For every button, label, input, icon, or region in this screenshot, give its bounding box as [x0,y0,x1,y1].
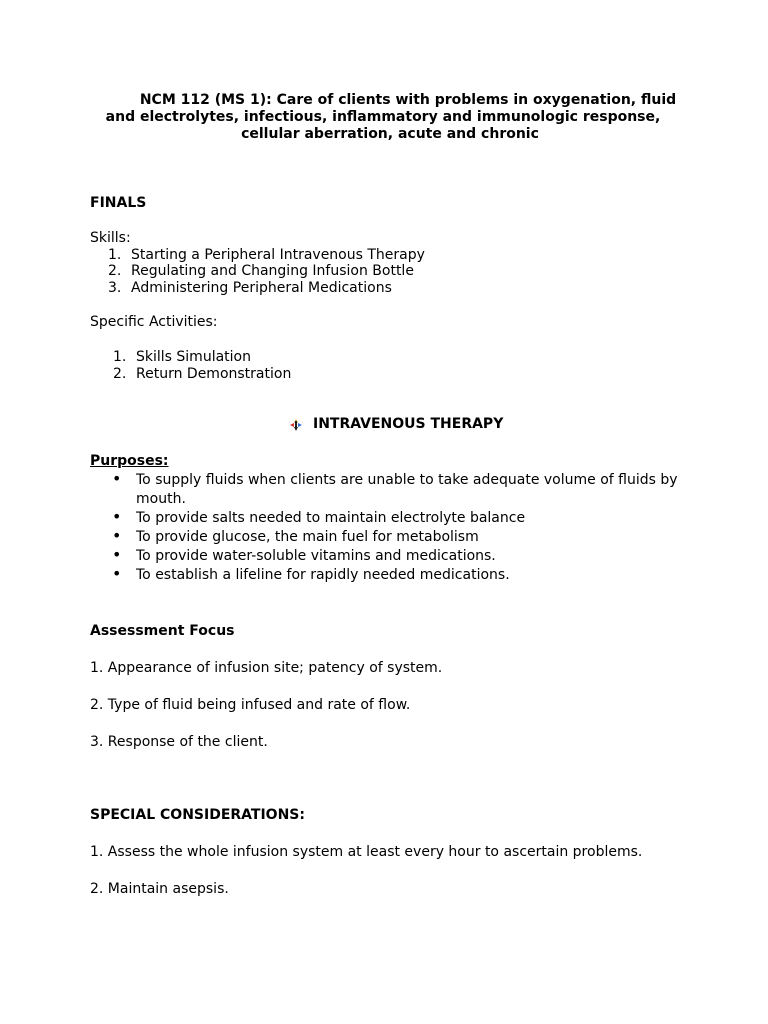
activities-item-text: Return Demonstration [136,366,292,382]
skills-item-number: 1. [108,247,122,263]
skills-item-number: 2. [108,263,122,279]
purpose-text: To establish a lifeline for rapidly needed medications. [136,567,510,583]
purpose-text: To provide water-soluble vitamins and medications. [136,548,496,564]
purpose-text: To supply fluids when clients are unable to take adequate volume of fluids by mouth. [136,472,678,507]
assessment-item: 3. Response of the client. [90,734,268,750]
special-consideration-item: 2. Maintain asepsis. [90,881,229,897]
bullet-icon: • [112,526,122,545]
iv-therapy-heading: INTRAVENOUS THERAPY [313,416,504,432]
title-line-2: and electrolytes, infectious, inflammatory and immunologic response, [105,109,661,125]
assessment-heading: Assessment Focus [90,623,235,639]
bullet-icon: • [112,507,122,526]
skills-item-text: Starting a Peripheral Intravenous Therapy [131,247,425,263]
purpose-text: To provide salts needed to maintain electrolyte balance [136,510,526,526]
bullet-icon: • [112,545,122,564]
assessment-item: 2. Type of fluid being infused and rate of flow. [90,697,411,713]
special-considerations-heading: SPECIAL CONSIDERATIONS: [90,807,305,823]
purposes-heading: Purposes: [90,453,169,469]
assessment-item: 1. Appearance of infusion site; patency of system. [90,660,443,676]
bullet-icon: • [112,564,122,583]
skills-label: Skills: [90,230,131,246]
activities-label: Specific Activities: [90,314,218,330]
skills-item-text: Regulating and Changing Infusion Bottle [131,263,414,279]
title-line-1: NCM 112 (MS 1): Care of clients with problems in oxygenation, fluid [139,92,677,108]
four-color-arrow-bullet-icon [289,418,303,432]
bullet-icon: • [112,469,122,488]
title-line-3: cellular aberration, acute and chronic [241,126,539,142]
special-consideration-item: 1. Assess the whole infusion system at least every hour to ascertain problems. [90,844,643,860]
skills-item-text: Administering Peripheral Medications [131,280,392,296]
document-title [90,92,690,143]
finals-heading: FINALS [90,195,147,211]
purpose-text: To provide glucose, the main fuel for metabolism [136,529,479,545]
skills-item-number: 3. [108,280,122,296]
activities-item-number: 2. [113,366,127,382]
activities-item-number: 1. [113,349,127,365]
activities-item-text: Skills Simulation [136,349,251,365]
